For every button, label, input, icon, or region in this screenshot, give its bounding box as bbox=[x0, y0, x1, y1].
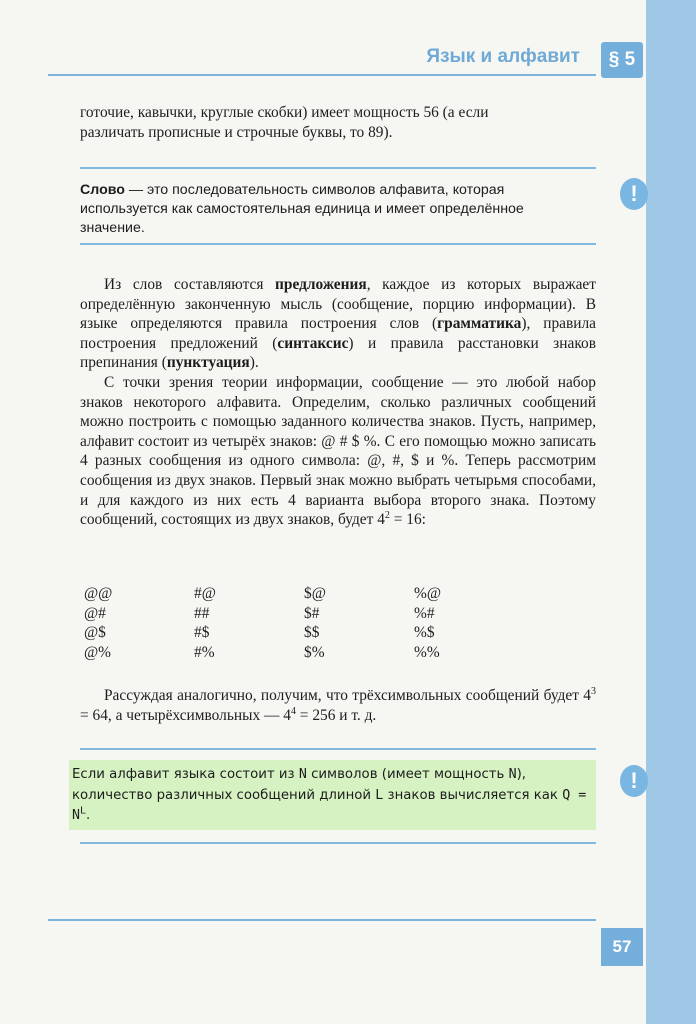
combination-cell: $$ bbox=[304, 624, 320, 641]
combination-row bbox=[84, 623, 524, 643]
definition-top-rule bbox=[80, 167, 596, 169]
term-grammar: грамматика bbox=[437, 315, 522, 333]
main-text bbox=[80, 275, 596, 530]
definition-text: — это последовательность символов алфавита, которая используется как самостоятельная единица и имеет определённое значение. bbox=[80, 182, 524, 236]
combination-cell: %$ bbox=[414, 624, 435, 641]
definition-block bbox=[80, 181, 590, 238]
conclusion-text bbox=[80, 686, 596, 725]
combination-row bbox=[84, 584, 524, 604]
intro-text bbox=[80, 103, 596, 142]
intro-line-2: различать прописные и строчные буквы, то 89). bbox=[80, 123, 393, 141]
combination-cell: %% bbox=[414, 643, 440, 661]
term-punctuation: пунктуация bbox=[166, 354, 250, 372]
combination-cell: @% bbox=[84, 643, 111, 661]
rule-box-top-rule bbox=[80, 748, 596, 750]
important-icon: ! bbox=[620, 178, 648, 210]
intro-line-1: готочие, кавычки, круглые скобки) имеет мощность 56 (а если bbox=[80, 104, 489, 121]
term-sentences: предложения bbox=[275, 276, 367, 293]
rule-box-bottom-rule bbox=[80, 842, 596, 844]
combination-cell: $# bbox=[304, 604, 320, 622]
page-number: 57 bbox=[601, 928, 643, 966]
footer-divider bbox=[48, 919, 596, 921]
combination-cell: @# bbox=[84, 604, 106, 622]
chapter-title: Язык и алфавит bbox=[426, 46, 580, 67]
combination-cell: @@ bbox=[84, 585, 113, 602]
side-color-band bbox=[646, 0, 696, 1024]
header-divider bbox=[48, 74, 596, 76]
rule-box-text: Если алфавит языка состоит из N символов (имеет мощность N), количество различных сообщений длиной L знаков вычисляется как $Q = N^L$. bbox=[72, 767, 587, 823]
paragraph-sentences: Из слов составляются предложения, каждое из которых выражает определённую законченную мысль (сообщение, порцию информации). В языке определяются правила построения слов (грамматика), правила построения предложений (синтаксис) и правила расстановки знаков препинания (пунктуация). bbox=[80, 276, 596, 372]
definition-bottom-rule bbox=[80, 243, 596, 245]
formula-q: Q bbox=[562, 787, 571, 803]
combination-cell: @$ bbox=[84, 624, 106, 641]
combination-cell: %@ bbox=[414, 585, 441, 602]
term-syntax: синтаксис bbox=[277, 334, 349, 352]
paragraph-messages: С точки зрения теории информации, сообщение — это любой набор знаков некоторого алфавита. Определим, сколько различных сообщений можно построить с помощью заданного количества знаков. Пусть, например, алфавит состоит из четырёх знаков: @ # $ %. С его помощью можно записать 4 разных сообщения из одного символа: @, #, $ и %. Теперь рассмотрим сообщения из двух знаков. Первый знак можно выбрать четырьмя способами, и для каждого из них есть 4 варианта выбора второго знака. Поэтому сообщений, состоящих из двух знаков, будет $4^2 = 16$: bbox=[80, 373, 596, 529]
combination-cell: ## bbox=[194, 604, 210, 622]
combination-cell: $@ bbox=[304, 585, 326, 602]
combination-cell: #@ bbox=[194, 585, 216, 602]
section-number-tab: § 5 bbox=[601, 42, 643, 78]
combination-cell: #% bbox=[194, 643, 215, 661]
two-symbol-combinations bbox=[84, 584, 524, 662]
important-icon-2: ! bbox=[620, 765, 648, 797]
combination-cell: $% bbox=[304, 643, 325, 661]
formula-exponent: L bbox=[80, 805, 87, 817]
combination-cell: #$ bbox=[194, 624, 210, 641]
combination-cell: %# bbox=[414, 604, 435, 622]
formula-n: N bbox=[72, 808, 81, 823]
paragraph-analogy: Рассуждая аналогично, получим, что трёхсимвольных сообщений будет $4^3 = 64$, а четырёхсимвольных — $4^4 = 256$ и т. д. bbox=[80, 685, 596, 724]
definition-term: Слово bbox=[80, 182, 125, 198]
combination-row bbox=[84, 604, 524, 624]
combination-row bbox=[84, 643, 524, 663]
